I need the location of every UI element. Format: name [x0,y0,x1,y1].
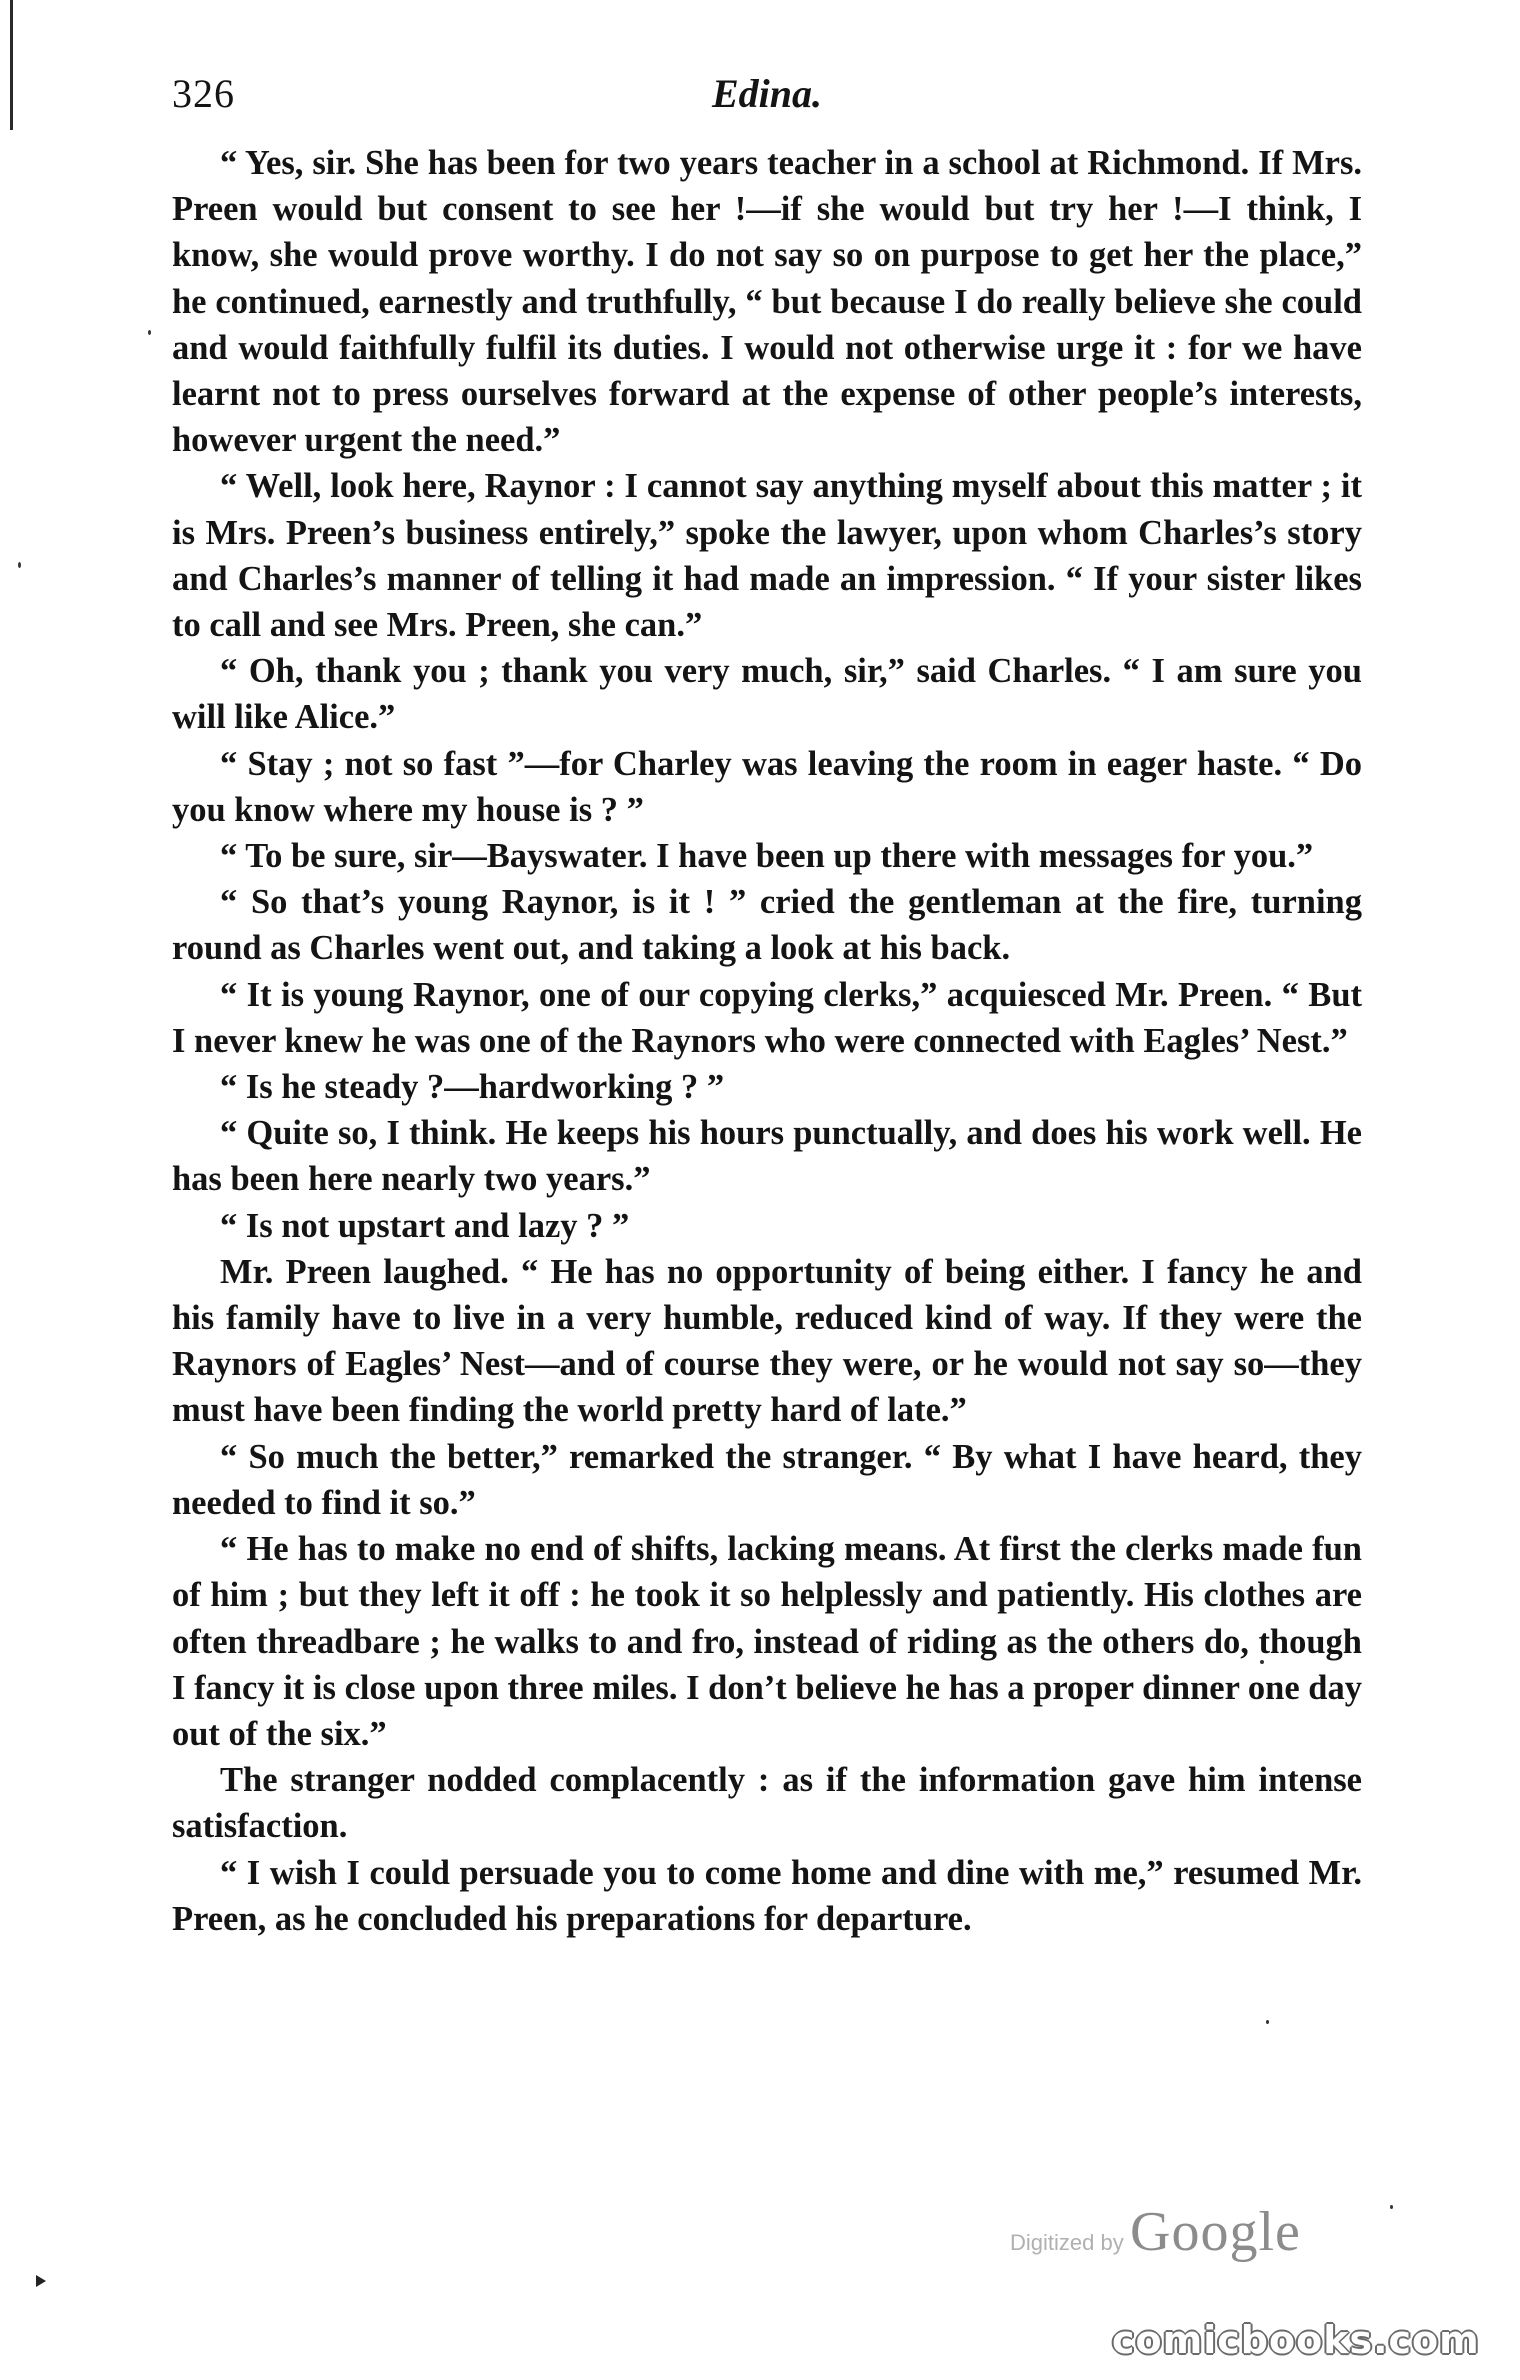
site-watermark: comicbooks.com [1112,2318,1480,2362]
paragraph: “ Stay ; not so fast ”—for Charley was leaving the room in eager haste. “ Do you know where my house is ? ” [172,744,1362,829]
paragraph: “ Well, look here, Raynor : I cannot say anything myself about this matter ; it is Mrs. Preen’s business entirely,” spoke the lawyer, upon whom Charles’s story and Charles’s manner of telling it had made an impression. “ If your sister likes to call and see Mrs. Preen, she can.” [172,467,1362,645]
paragraph: “ Quite so, I think. He keeps his hours punctually, and does his work well. He has been here nearly two years.” [172,1114,1362,1199]
scan-arrow-mark [36,2275,46,2287]
paragraph: “ Is he steady ?—hardworking ? ” [220,1068,725,1107]
google-logo: Google [1130,2201,1301,2263]
paragraph: “ To be sure, sir—Bayswater. I have been up there with messages for you.” [220,837,1314,876]
paragraph: “ He has to make no end of shifts, lacking means. At first the clerks made fun of him ; but they left it off : he took it so helplessly and patiently. His clothes are often threadbare ; he walks to and fro, instead of riding as the others do, though I fancy it is close upon three miles. I don’t believe he has a proper dinner one day out of the six.” [172,1530,1362,1753]
scan-speck [1266,2020,1269,2024]
paragraph: “ Yes, sir. She has been for two years teacher in a school at Richmond. If Mrs. Preen would but consent to see her !—if she would but try her !—I think, I know, she would prove worthy. I do not say so on purpose to get her the place,” he continued, earnestly and truthfully, “ but because I do really believe she could and would faithfully fulfil its duties. I would not otherwise urge it : for we have learnt not to press ourselves forward at the expense of other people’s interests, however urgent the need.” [172,144,1362,460]
scan-speck [148,330,151,335]
paragraph: Mr. Preen laughed. “ He has no opportunity of being either. I fancy he and his family have to live in a very humble, reduced kind of way. If they were the Raynors of Eagles’ Nest—and of course they were, or he would not say so—they must have been finding the world pretty hard of late.” [172,1252,1362,1430]
paragraph: “ Is not upstart and lazy ? ” [220,1206,630,1245]
scan-speck [18,562,21,568]
page-number: 326 [172,71,235,116]
paragraph: “ I wish I could persuade you to come home and dine with me,” resumed Mr. Preen, as he concluded his preparations for departure. [172,1853,1362,1938]
digitized-watermark [1000,2200,1360,2270]
page-edge-line [10,0,13,130]
watermark-label: Digitized by [1010,2230,1124,2255]
paragraph: The stranger nodded complacently : as if the information gave him intense satisfaction. [172,1761,1362,1846]
paragraph: “ Oh, thank you ; thank you very much, sir,” said Charles. “ I am sure you will like Alice.” [172,652,1362,737]
scan-speck [1260,1660,1264,1664]
paragraph: “ So that’s young Raynor, is it ! ” cried the gentleman at the fire, turning round as Charles went out, and taking a look at his back. [172,883,1362,968]
paragraph: “ It is young Raynor, one of our copying clerks,” acquiesced Mr. Preen. “ But I never knew he was one of the Raynors who were connected with Eagles’ Nest.” [172,975,1362,1060]
body-text [172,140,1362,1942]
running-title: Edina. [711,71,823,116]
scan-speck [1390,2205,1393,2209]
running-head [172,70,1362,130]
paragraph: “ So much the better,” remarked the stranger. “ By what I have heard, they needed to find it so.” [172,1437,1362,1522]
